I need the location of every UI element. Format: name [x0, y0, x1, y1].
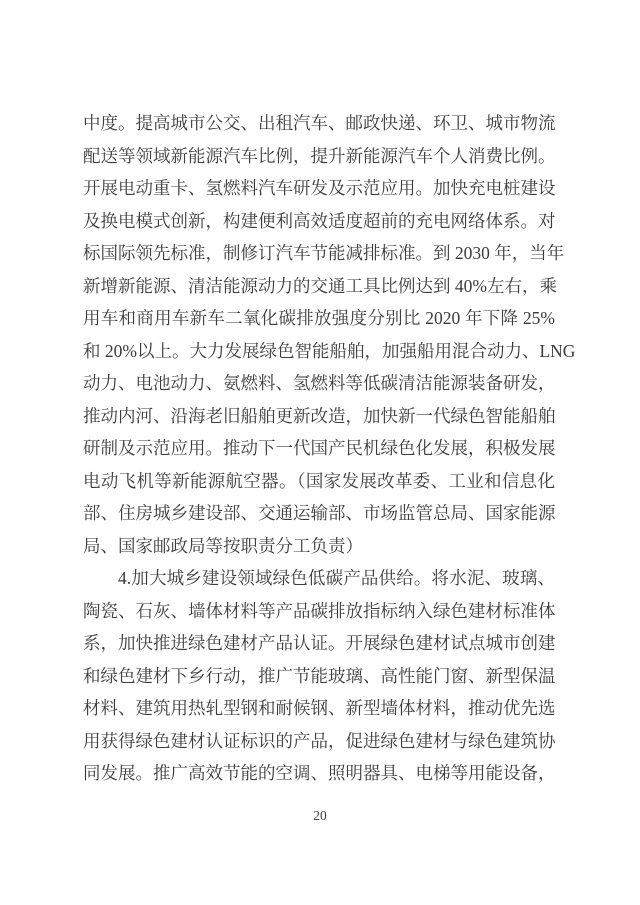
text-line: 电动飞机等新能源航空器。（国家发展改革委、工业和信息化: [83, 470, 555, 491]
text-line: 局、国家邮政局等按职责分工负责）: [83, 535, 363, 556]
paragraph-green-building-products: [83, 562, 555, 790]
text-line: 陶瓷、石灰、墙体材料等产品碳排放指标纳入绿色建材标准体: [83, 600, 556, 621]
text-line: 同发展。推广高效节能的空调、照明器具、电梯等用能设备，: [83, 763, 556, 783]
text-line: 标国际领先标准，制修订汽车节能减排标准。到 2030 年，当年: [83, 243, 565, 263]
text-line: 和 20%以上。大力发展绿色智能船舶，加强船用混合动力、LNG: [83, 340, 576, 361]
text-line: 研制及示范应用。推动下一代国产民机绿色化发展，积极发展: [83, 438, 556, 458]
text-line: 材料、建筑用热轧型钢和耐候钢、新型墙体材料，推动优先选: [83, 698, 556, 718]
text-line: 开展电动重卡、氢燃料汽车研发及示范应用。加快充电桩建设: [83, 178, 556, 198]
text-line: 推动内河、沿海老旧船舶更新改造，加快新一代绿色智能船舶: [83, 405, 556, 426]
text-line: 配送等领域新能源汽车比例，提升新能源汽车个人消费比例。: [83, 145, 556, 166]
text-line: 4.加大城乡建设领域绿色低碳产品供给。将水泥、玻璃、: [118, 568, 555, 588]
text-line: 新增新能源、清洁能源动力的交通工具比例达到 40%左右，乘: [83, 275, 557, 296]
body-text: [83, 107, 576, 790]
text-line: 用车和商用车新车二氧化碳排放强度分别比 2020 年下降 25%: [83, 308, 555, 328]
text-line: 及换电模式创新，构建便利高效适度超前的充电网络体系。对: [83, 210, 556, 231]
text-line: 动力、电池动力、氨燃料、氢燃料等低碳清洁能源装备研发，: [83, 373, 556, 393]
text-line: 部、住房城乡建设部、交通运输部、市场监管总局、国家能源: [83, 503, 556, 523]
text-line: 系，加快推进绿色建材产品认证。开展绿色建材试点城市创建: [83, 633, 556, 653]
text-line: 中度。提高城市公交、出租汽车、邮政快递、环卫、城市物流: [83, 113, 556, 133]
text-line: 和绿色建材下乡行动，推广节能玻璃、高性能门窗、新型保温: [83, 665, 556, 686]
paragraph-green-transport: [83, 107, 576, 562]
text-line: 用获得绿色建材认证标识的产品，促进绿色建材与绿色建筑协: [83, 730, 556, 751]
page-number: 20: [313, 808, 327, 823]
